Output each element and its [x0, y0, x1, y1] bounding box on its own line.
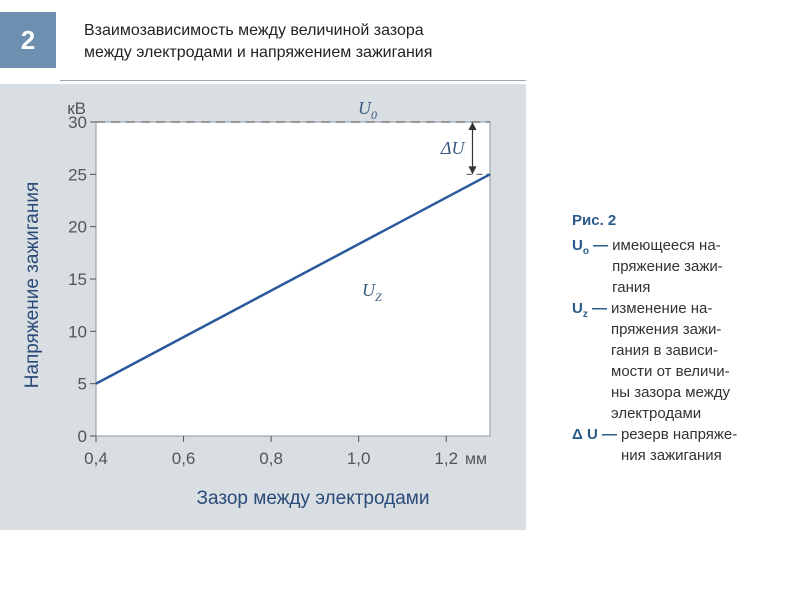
y-tick-label: 20 — [68, 217, 87, 237]
chart-panel — [0, 84, 526, 530]
caption-item — [572, 235, 792, 298]
figure-number-badge: 2 — [0, 12, 56, 68]
delta-u-label: ΔU — [440, 138, 465, 159]
x-tick-label: 1,2 — [434, 449, 459, 468]
y-unit-label: кВ — [67, 99, 86, 118]
x-unit-label: мм — [465, 451, 487, 468]
y-tick-label: 25 — [68, 165, 87, 185]
x-tick-label: 0,4 — [84, 449, 108, 468]
caption-item — [572, 298, 792, 424]
caption-text: резерв напряже- ния зажигания — [620, 426, 738, 464]
x-axis-title: Зазор между электродами — [196, 488, 430, 509]
figure-title-line-2: между электродами и напряжением зажигания — [84, 44, 433, 61]
caption-items — [572, 235, 792, 466]
caption-symbol: $U_o$ — — [572, 237, 609, 257]
caption-heading: Рис. 2 — [572, 212, 617, 229]
y-axis-title: Напряжение зажигания — [22, 181, 43, 389]
y-tick-label: 0 — [77, 427, 87, 446]
figure-caption — [572, 210, 792, 466]
y-tick-label: 30 — [68, 113, 87, 132]
figure-title — [84, 20, 524, 64]
caption-symbol: Δ U — — [572, 426, 617, 443]
y-tick-label: 10 — [68, 322, 87, 342]
figure-header — [0, 0, 526, 84]
title-divider — [60, 80, 526, 81]
caption-symbol: $U_z$ — — [572, 300, 608, 320]
caption-item — [572, 424, 792, 466]
caption-text: изменение на- пряжения зажи- гания в зависи- мости от величи- ны зазора между электродами — [611, 300, 730, 422]
y-tick-label: 5 — [77, 374, 87, 394]
chart-svg — [0, 84, 526, 530]
x-tick-label: 0,8 — [259, 449, 283, 468]
reference-label-u0: $U_0$ — [358, 98, 377, 122]
x-tick-label: 1,0 — [346, 449, 371, 468]
series-label-uz: $U_Z$ — [362, 280, 382, 304]
y-tick-label: 15 — [68, 270, 87, 289]
caption-text: имеющееся на- пряжение зажи- гания — [612, 237, 723, 296]
figure-title-line-1: Взаимозависимость между величиной зазора — [84, 22, 424, 39]
x-tick-label: 0,6 — [171, 449, 196, 468]
